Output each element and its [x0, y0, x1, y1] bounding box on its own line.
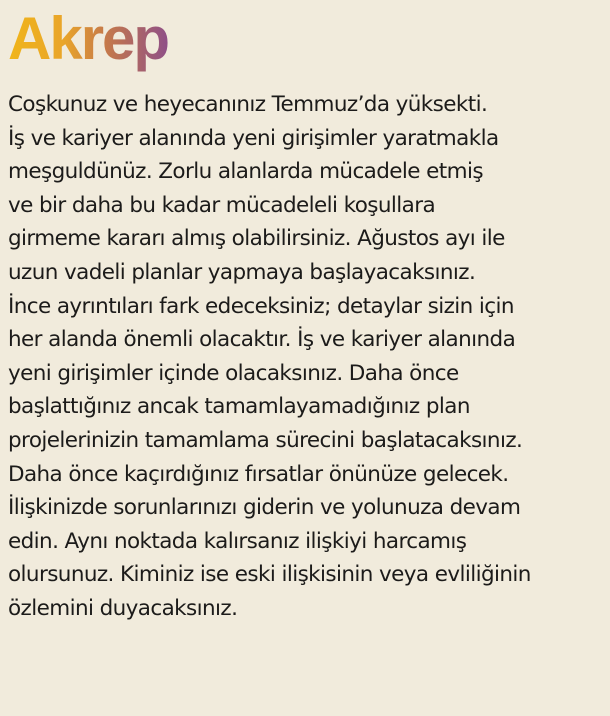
body-line: projelerinizin tamamlama sürecini başlatacaksınız. [8, 427, 523, 453]
body-line: meşguldünüz. Zorlu alanlarda mücadele etmiş [8, 159, 483, 185]
body-line: İnce ayrıntıları fark edeceksiniz; detaylar sizin için [8, 293, 514, 319]
body-line: ve bir daha bu kadar mücadeleli koşullara [8, 192, 436, 218]
body-line: İş ve kariyer alanında yeni girişimler yaratmakla [8, 125, 499, 151]
body-line: başlattığınız ancak tamamlayamadığınız plan [8, 394, 470, 420]
article-body [8, 88, 606, 626]
article-title: Akrep [8, 5, 169, 72]
body-line: uzun vadeli planlar yapmaya başlayacaksınız. [8, 259, 476, 285]
body-line: girmeme kararı almış olabilirsiniz. Ağustos ayı ile [8, 226, 505, 252]
body-line: her alanda önemli olacaktır. İş ve kariyer alanında [8, 327, 516, 353]
body-line: özlemini duyacaksınız. [8, 595, 238, 621]
body-line: edin. Aynı noktada kalırsanız ilişkiyi harcamış [8, 528, 467, 554]
body-line: Coşkunuz ve heyecanınız Temmuz’da yüksekti. [8, 92, 488, 117]
body-line: yeni girişimler içinde olacaksınız. Daha önce [8, 360, 459, 386]
body-line: İlişkinizde sorunlarınızı giderin ve yolunuza devam [8, 495, 521, 521]
body-line: olursunuz. Kiminiz ise eski ilişkisinin veya evliliğinin [8, 562, 531, 588]
body-line: Daha önce kaçırdığınız fırsatlar önünüze gelecek. [8, 461, 509, 487]
